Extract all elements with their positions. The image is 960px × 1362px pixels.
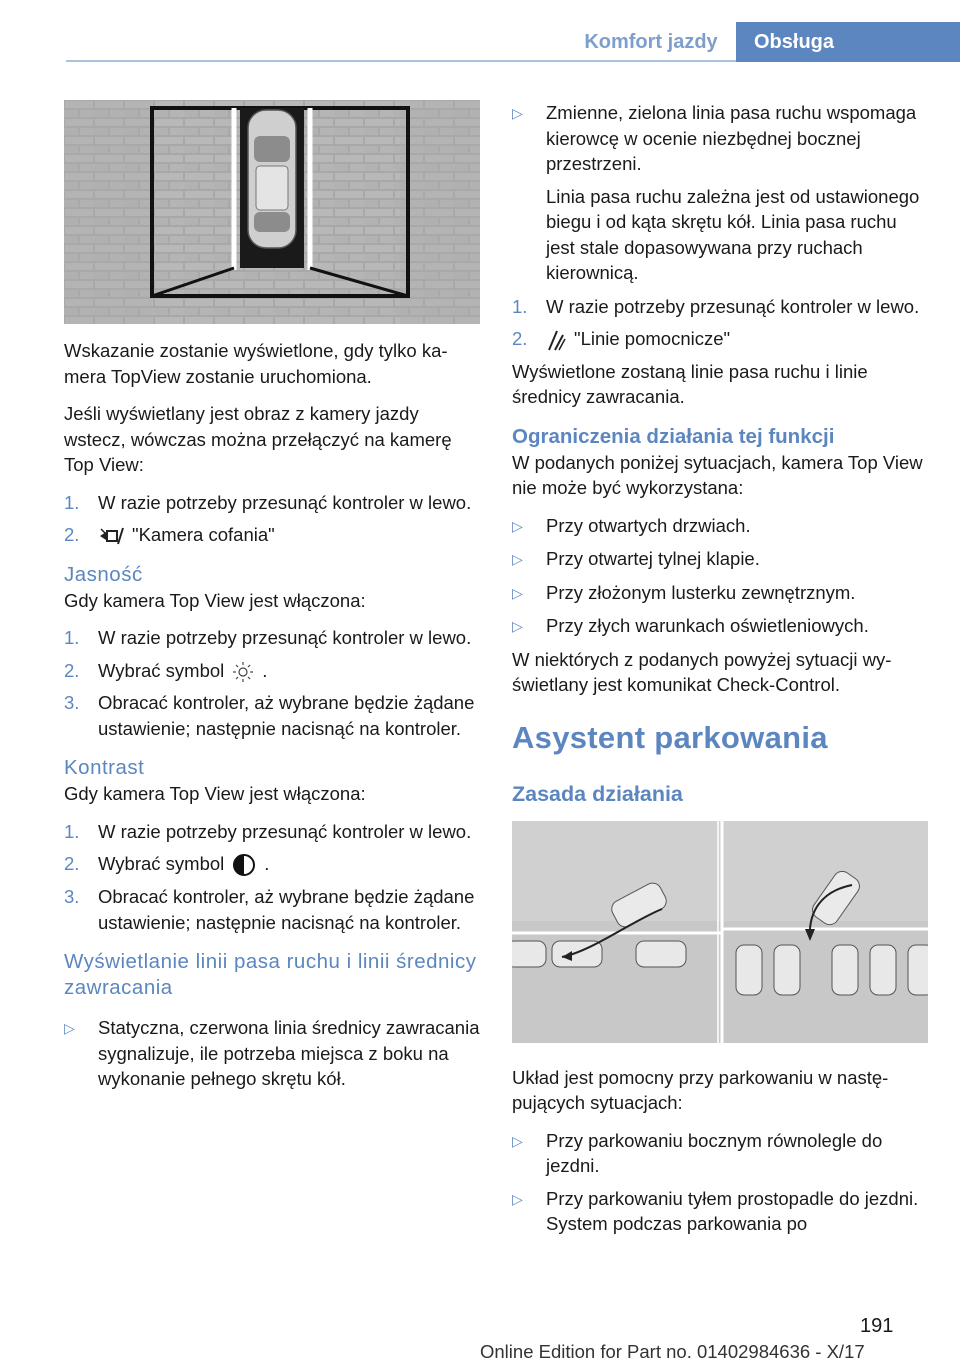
- bullet-text: Statyczna, czerwona linia średnicy zawracania sygnalizuje, ile potrzeba miejsca z boku na wykonanie pełnego skrętu kół.: [98, 1017, 480, 1090]
- step-text-wrap: [98, 522, 480, 548]
- list-item: [64, 819, 480, 845]
- bullet-text: Przy parkowaniu bocznym równolegle do jezdni.: [546, 1129, 883, 1176]
- bullet-subparagraph: Linia pasa ruchu zależna jest od ustawionego biegu i od kąta skrętu kół. Linia pasa ruchu jest stale dopasowywana przy ruchach kierownicą.: [546, 185, 920, 283]
- rear-camera-icon: [98, 526, 124, 546]
- step-text-wrap: [98, 851, 480, 877]
- paragraph: Jeśli wyświetlany jest obraz z kamery jazdy wstecz, wówczas można przełączyć na kamerę Top View:: [64, 403, 452, 475]
- step-number: 2.: [64, 524, 80, 545]
- list-item: [64, 1015, 480, 1092]
- step-number: 2.: [64, 659, 80, 681]
- step-number: 3.: [64, 692, 80, 713]
- step-text: "Kamera cofania": [132, 524, 275, 545]
- steps-list: [64, 490, 480, 548]
- list-item: [512, 580, 928, 607]
- bullet-icon: ▷: [512, 517, 523, 534]
- list-item: [64, 522, 480, 548]
- list-item: [512, 100, 928, 177]
- paragraph: Wyświetlone zostaną linie pasa ruchu i linie średnicy zawracania.: [512, 360, 868, 407]
- list-item: [512, 1186, 928, 1237]
- section-tab[interactable]: Komfort jazdy: [584, 30, 718, 53]
- list-item: [512, 513, 928, 540]
- parking-assistant-figure: [512, 821, 928, 1043]
- bullet-icon: ▷: [512, 1190, 523, 1207]
- paragraph: Gdy kamera Top View jest włączona:: [64, 783, 366, 804]
- brightness-icon: [232, 661, 254, 683]
- steps-list: [512, 294, 928, 352]
- bullet-text: Przy złożonym lusterku zewnętrznym.: [546, 581, 856, 603]
- car-top-view: [248, 110, 296, 248]
- step-number: 1.: [512, 295, 528, 317]
- step-number: 3.: [64, 886, 80, 908]
- step-text: W razie potrzeby przesunąć kontroler w lewo.: [546, 295, 920, 317]
- limits-list: [512, 513, 928, 640]
- bullet-text: Przy parkowaniu tyłem prostopadle do jezdni. System podczas parkowania po: [546, 1187, 919, 1234]
- lanes-bullets-cont: [512, 100, 928, 177]
- guide-lines-icon: [546, 329, 566, 351]
- section-title-limits: Ograniczenia działania tej funkcji: [512, 424, 835, 448]
- bullet-icon: ▷: [512, 105, 523, 121]
- chapter-title-parking: Asystent parkowania: [512, 719, 828, 755]
- list-item: [512, 1128, 928, 1179]
- brightness-steps: [64, 625, 480, 741]
- list-item: [64, 851, 480, 877]
- list-item: [512, 613, 928, 640]
- right-column: [512, 100, 928, 1251]
- step-text: Obracać kontroler, aż wybrane będzie żądane ustawienie; następnie nacisnąć na kontroler.: [98, 886, 475, 933]
- list-item: [64, 690, 480, 741]
- list-item: [64, 658, 480, 684]
- list-item: [512, 294, 928, 320]
- paragraph: Układ jest pomocny przy parkowaniu w następujących sytuacjach:: [512, 1066, 889, 1113]
- list-item: [512, 326, 928, 352]
- step-text: W razie potrzeby przesunąć kontroler w lewo.: [98, 627, 472, 648]
- paragraph: Wskazanie zostanie wyświetlone, gdy tylko kamera TopView zostanie uruchomiona.: [64, 340, 448, 387]
- bullet-icon: ▷: [512, 618, 523, 634]
- bullet-icon: ▷: [64, 1020, 75, 1037]
- step-text-wrap: [546, 326, 928, 352]
- step-number: 1.: [64, 627, 80, 648]
- list-item: [512, 546, 928, 573]
- list-item: [64, 884, 480, 935]
- step-text: "Linie pomocnicze": [574, 328, 731, 349]
- paragraph: Gdy kamera Top View jest włączona:: [64, 589, 366, 611]
- subsection-title-principle: Zasada działania: [512, 781, 683, 806]
- step-text: .: [262, 659, 268, 681]
- step-text: Obracać kontroler, aż wybrane będzie żądane ustawienie; następnie nacisnąć na kontroler.: [98, 692, 475, 739]
- step-text: Wybrać symbol: [98, 659, 225, 681]
- list-item: [64, 625, 480, 651]
- paragraph: W podanych poniżej sytuacjach, kamera Top View nie może być wykorzystana:: [512, 451, 923, 498]
- section-title-contrast: Kontrast: [64, 756, 145, 779]
- top-view-camera-figure: [64, 100, 480, 324]
- bullet-text: Zmienne, zielona linia pasa ruchu wspomaga kierowcę w ocenie niezbędnej bocznej przestrzeni.: [546, 102, 917, 174]
- step-number: 1.: [64, 491, 80, 513]
- contrast-icon: [232, 853, 256, 877]
- bullet-icon: ▷: [512, 1132, 523, 1149]
- step-number: 1.: [64, 820, 80, 842]
- step-text: W razie potrzeby przesunąć kontroler w lewo.: [98, 820, 472, 842]
- bullet-text: Przy otwartych drzwiach.: [546, 514, 751, 536]
- bullet-text: Przy złych warunkach oświetleniowych.: [546, 615, 869, 636]
- bullet-icon: ▷: [512, 584, 523, 601]
- step-text: Wybrać symbol: [98, 853, 225, 874]
- step-number: 2.: [64, 853, 80, 874]
- left-column: [64, 100, 480, 1106]
- chapter-tab[interactable]: Obsługa: [736, 22, 960, 62]
- step-text-wrap: [98, 658, 480, 684]
- parking-list: [512, 1128, 928, 1237]
- lanes-bullets: [64, 1015, 480, 1092]
- section-title-brightness: Jasność: [64, 562, 143, 586]
- list-item: [64, 490, 480, 516]
- contrast-steps: [64, 819, 480, 936]
- step-number: 2.: [512, 328, 528, 349]
- bullet-icon: ▷: [512, 551, 523, 567]
- edition-text: Online Edition for Part no. 01402984636 - X/17: [480, 1341, 865, 1362]
- step-text: W razie potrzeby przesunąć kontroler w lewo.: [98, 491, 472, 513]
- page-number: 191: [860, 1315, 894, 1337]
- paragraph: W niektórych z podanych powyżej sytuacji wyświetlany jest komunikat Check-Control.: [512, 648, 892, 695]
- bullet-text: Przy otwartej tylnej klapie.: [546, 548, 760, 569]
- section-title-lanes: Wyświetlanie linii pasa ruchu i linii średnicy zawracania: [64, 950, 477, 1000]
- step-text: .: [264, 853, 270, 874]
